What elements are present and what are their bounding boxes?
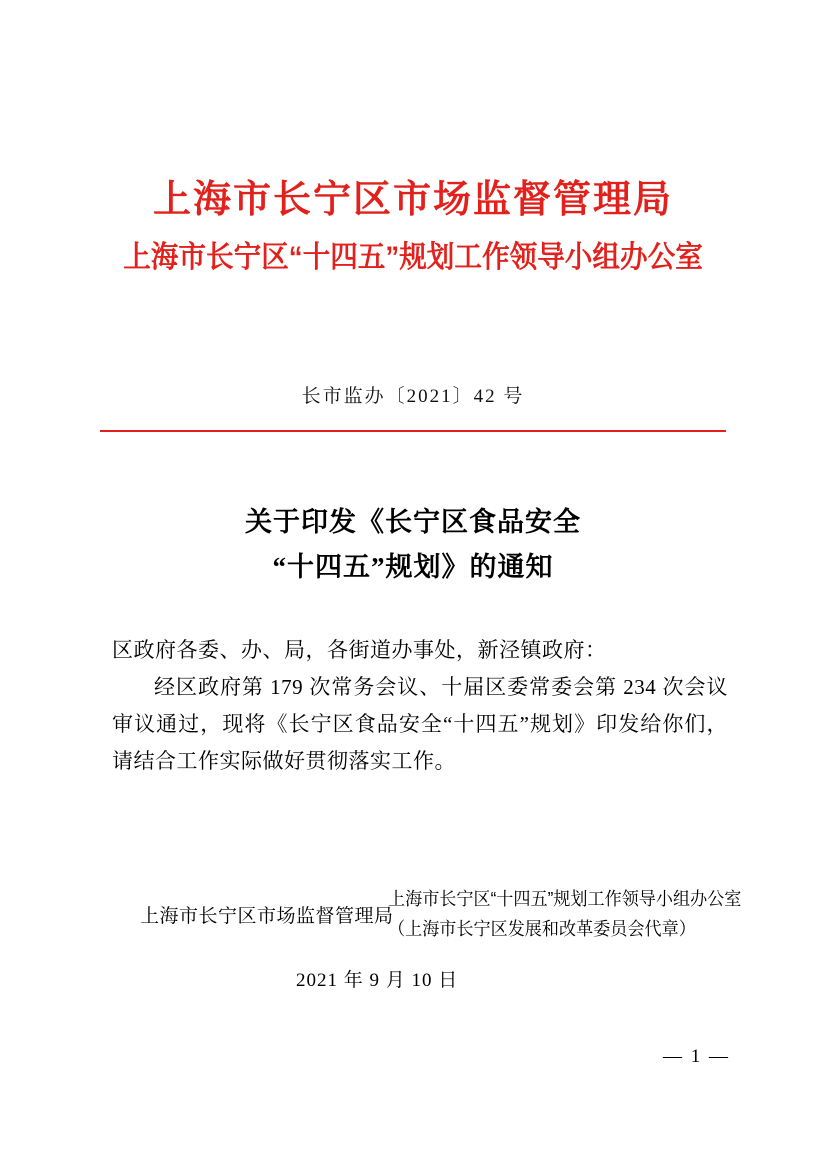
signature-date: 2021 年 9 月 10 日 — [296, 970, 459, 991]
issuing-authority-primary: 上海市长宁区市场监督管理局 — [152, 179, 673, 221]
red-divider-rule — [100, 430, 726, 432]
signature-left-organization: 上海市长宁区市场监督管理局 — [140, 906, 394, 927]
body-addressee: 区政府各委、办、局，各街道办事处，新泾镇政府： — [112, 638, 607, 662]
issuing-authority-secondary: 上海市长宁区“十四五”规划工作领导小组办公室 — [123, 241, 703, 274]
page-title-line1: 关于印发《长宁区食品安全 — [245, 507, 581, 537]
document-body — [112, 632, 728, 780]
letterhead — [0, 176, 826, 280]
page-title — [0, 500, 826, 590]
signature-seal-note: （上海市长宁区发展和改革委员会代章） — [388, 919, 696, 939]
signature-right-block — [388, 884, 742, 944]
page-title-line2: “十四五”规划》的通知 — [272, 552, 554, 582]
document-number: 长市监办〔2021〕42 号 — [301, 386, 525, 407]
body-paragraph-1: 经区政府第 179 次常务会议、十届区委常委会第 234 次会议审议通过，现将《长宁区食品安全“十四五”规划》印发给你们，请结合工作实际做好贯彻落实工作。 — [112, 675, 728, 773]
signature-right-organization: 上海市长宁区“十四五”规划工作领导小组办公室 — [388, 889, 742, 909]
footer-page-number: — 1 — — [663, 1046, 730, 1067]
